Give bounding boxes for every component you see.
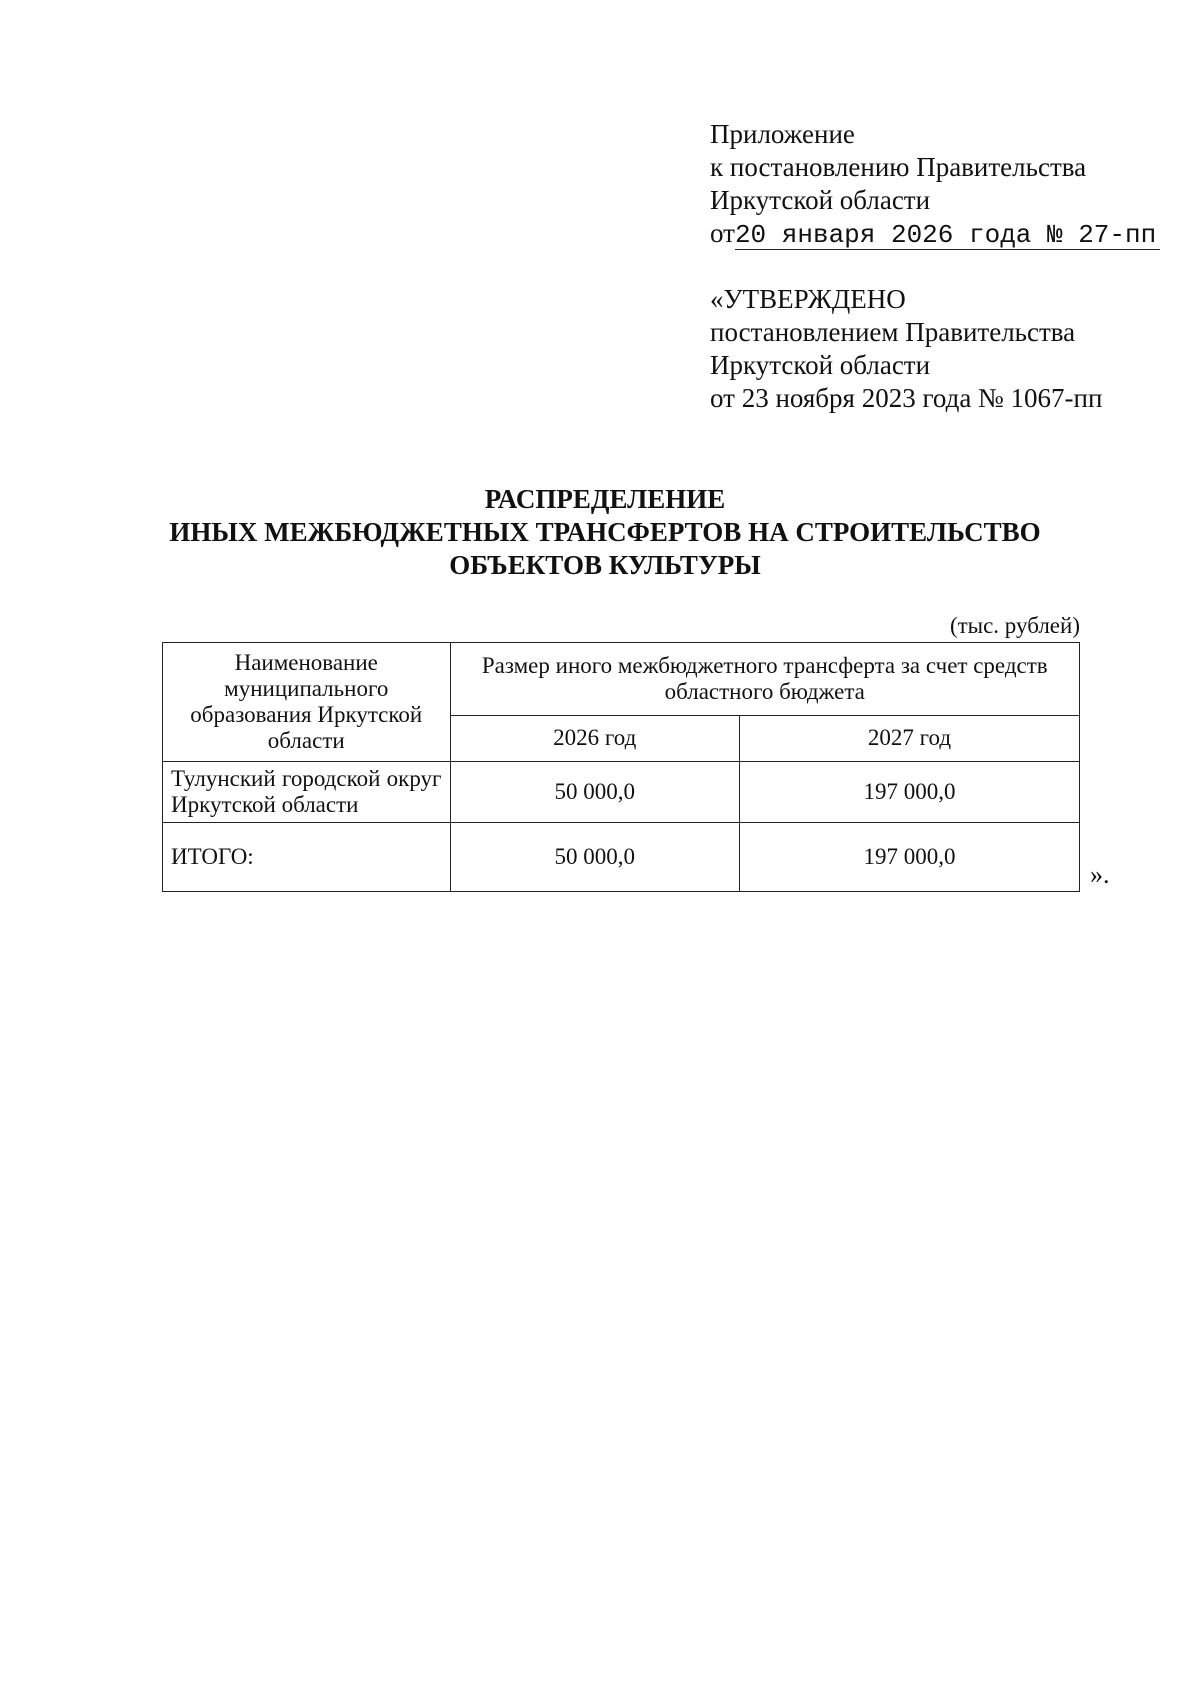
header-transfer-size: Размер иного межбюджетного трансферта за счет средств областного бюджета — [450, 643, 1080, 716]
distribution-table — [162, 642, 1080, 892]
appendix-date-line — [710, 217, 1160, 250]
header-municipality: Наименование муниципального образования Иркутской области — [163, 643, 451, 762]
header-year-2026: 2026 год — [450, 715, 740, 761]
table-header-row — [163, 643, 1080, 716]
title-line: ОБЪЕКТОВ КУЛЬТУРЫ — [449, 550, 761, 580]
appendix-line: Иркутской области — [710, 185, 931, 215]
appendix-block — [710, 118, 1160, 250]
row-value-2026: 50 000,0 — [450, 762, 740, 823]
table-total-row — [163, 823, 1080, 892]
total-label: ИТОГО: — [163, 823, 451, 892]
date-prefix: от — [710, 218, 735, 248]
total-value-2027: 197 000,0 — [740, 823, 1080, 892]
appendix-line: к постановлению Правительства — [710, 152, 1087, 182]
title-line: ИНЫХ МЕЖБЮДЖЕТНЫХ ТРАНСФЕРТОВ НА СТРОИТЕЛЬСТВО — [169, 517, 1041, 547]
table-row — [163, 762, 1080, 823]
approved-line: «УТВЕРЖДЕНО — [710, 284, 906, 314]
approved-line: от 23 ноября 2023 года № 1067-пп — [710, 383, 1103, 413]
approved-block — [710, 283, 1102, 415]
approved-line: постановлением Правительства — [710, 317, 1076, 347]
appendix-line: Приложение — [710, 119, 855, 149]
header-year-2027: 2027 год — [740, 715, 1080, 761]
row-value-2027: 197 000,0 — [740, 762, 1080, 823]
document-title — [150, 483, 1060, 582]
closing-quote: ». — [1090, 860, 1110, 889]
row-municipality-name: Тулунский городской округ Иркутской области — [163, 762, 451, 823]
title-line: РАСПРЕДЕЛЕНИЕ — [484, 484, 726, 514]
approved-line: Иркутской области — [710, 350, 931, 380]
date-value: 20 января 2026 года № 27-пп — [735, 221, 1160, 250]
total-value-2026: 50 000,0 — [450, 823, 740, 892]
units-label: (тыс. рублей) — [949, 613, 1080, 638]
